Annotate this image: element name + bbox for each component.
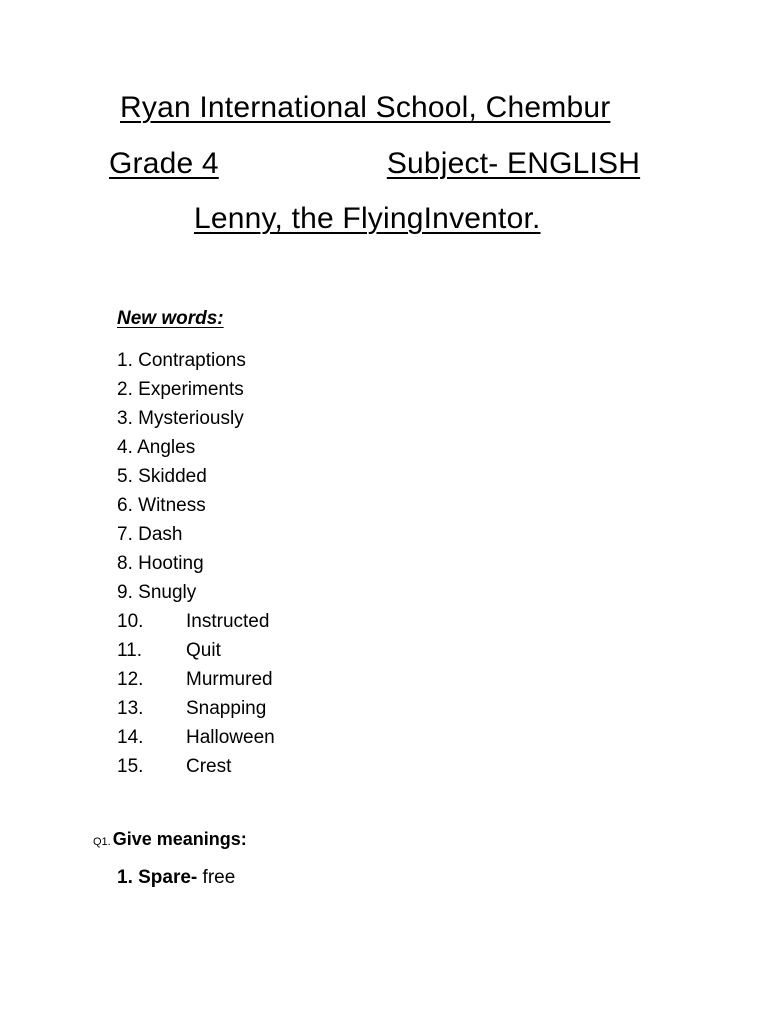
list-item-word: Contraptions [138, 350, 246, 371]
question-title: Give meanings: [112, 829, 247, 849]
list-item-number: 13. [117, 698, 144, 719]
list-item-number: 7. [117, 524, 133, 545]
meaning-item [117, 867, 235, 889]
list-item [117, 491, 275, 520]
list-item-word: Snugly [138, 582, 197, 603]
meaning-definition: free [202, 867, 236, 888]
list-item-number: 6. [117, 495, 133, 516]
meaning-term: 1. Spare- [117, 867, 198, 888]
list-item-word: Instructed [186, 611, 270, 632]
list-item-number: 12. [117, 669, 144, 690]
list-item-number: 9. [117, 582, 133, 603]
list-item-word: Angles [137, 437, 196, 458]
list-item-word: Skidded [138, 466, 207, 487]
new-words-heading: New words: [117, 308, 224, 329]
list-item-word: Hooting [138, 553, 204, 574]
list-item [117, 549, 275, 578]
list-item-number: 5. [117, 466, 133, 487]
grade-label: Grade 4 [109, 147, 219, 180]
list-item-word: Crest [186, 756, 232, 777]
list-item [117, 636, 275, 665]
list-item-number: 11. [117, 640, 143, 661]
list-item-word: Quit [186, 640, 221, 661]
list-item-word: Murmured [186, 669, 273, 690]
subject-label: Subject- ENGLISH [386, 147, 641, 180]
list-item [117, 607, 275, 636]
list-item [117, 694, 275, 723]
list-item-number: 8. [117, 553, 133, 574]
list-item-number: 4. [117, 437, 133, 458]
list-item-word: Witness [138, 495, 206, 516]
list-item-number: 10. [117, 611, 144, 632]
list-item [117, 578, 275, 607]
list-item-number: 14. [117, 727, 144, 748]
list-item-word: Dash [138, 524, 183, 545]
list-item-number: 2. [117, 379, 133, 400]
list-item-number: 3. [117, 408, 133, 429]
school-name: Ryan International School, Chembur [120, 91, 611, 124]
list-item [117, 404, 275, 433]
list-item [117, 375, 275, 404]
list-item-number: 1. [117, 350, 133, 371]
grade-subject-line [109, 146, 640, 182]
underline-gap [219, 146, 387, 182]
list-item [117, 520, 275, 549]
list-item [117, 462, 275, 491]
new-words-list [117, 346, 275, 781]
list-item-word: Mysteriously [138, 408, 244, 429]
list-item [117, 665, 275, 694]
list-item [117, 723, 275, 752]
chapter-title: Lenny, the FlyingInventor. [194, 202, 541, 235]
list-item-word: Snapping [186, 698, 267, 719]
list-item-word: Experiments [138, 379, 244, 400]
list-item [117, 752, 275, 781]
list-item-number: 15. [117, 756, 144, 777]
question-1 [93, 829, 247, 850]
list-item [117, 433, 275, 462]
question-number: Q1. [93, 836, 111, 848]
list-item-word: Halloween [186, 727, 275, 748]
list-item [117, 346, 275, 375]
